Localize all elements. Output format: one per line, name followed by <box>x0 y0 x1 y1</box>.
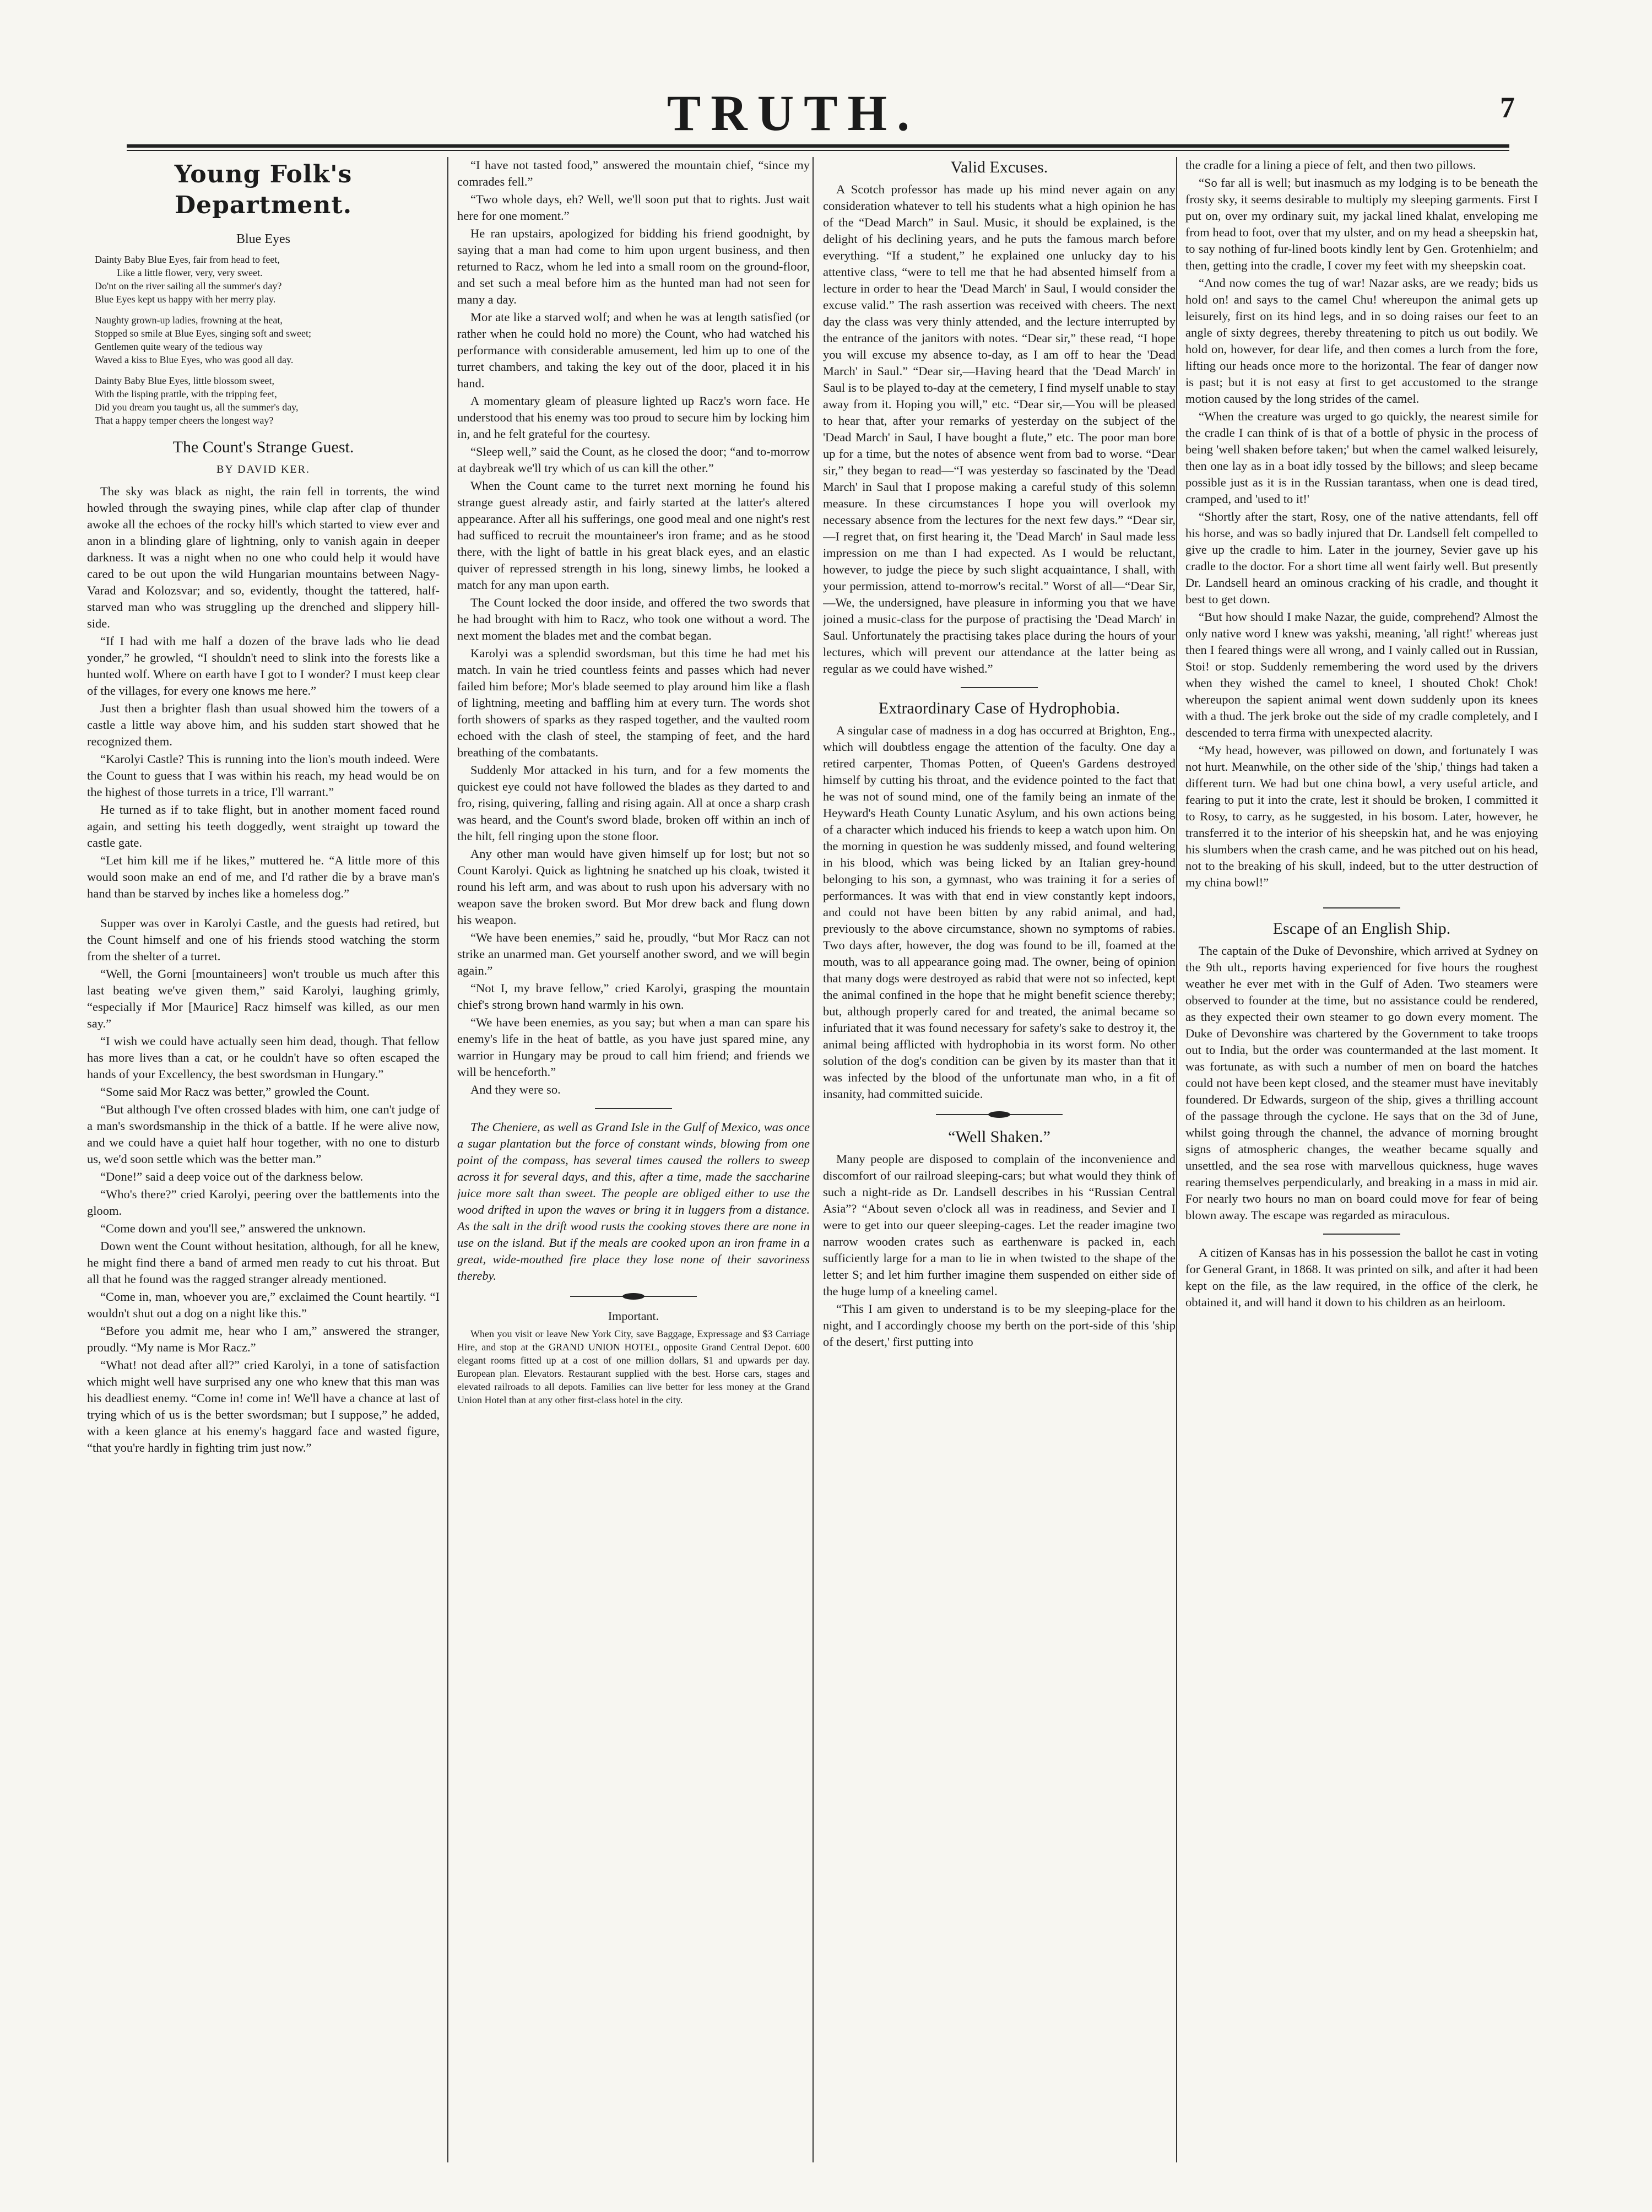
paragraph: “If I had with me half a dozen of the brave lads who lie dead yonder,” he growled, “I shouldn't need to slink into the forests like a hunted wolf. Where on earth have I got to I wonder? I must keep clear of the villages, for every one knows me here.” <box>87 634 440 697</box>
paragraph: Many people are disposed to complain of the inconvenience and discomfort of our railroad sleeping-cars; but what would they think of such a night-ride as Dr. Landsell describes in his “Russian Central Asia”? “About seven o'clock all was in readiness, and Sevier and I were to get into our queer sleeping-cages. Let the reader imagine two narrow wooden crates such as earthenware is packed in, each sufficiently large for a man to lie in when twisted to the shape of the letter S; and let him further imagine them suspended on either side of the huge lump of a kneeling camel. <box>823 1152 1176 1298</box>
poem-line: Gentlemen quite weary of the tedious way <box>95 341 263 352</box>
section-divider <box>1323 1234 1400 1235</box>
byline: BY DAVID KER. <box>216 463 310 475</box>
story-title: The Count's Strange Guest. <box>172 438 354 456</box>
poem-stanza <box>95 253 440 306</box>
notice <box>457 1308 810 1407</box>
article-title: Escape of an English Ship. <box>1272 920 1451 938</box>
notice-title: Important. <box>608 1309 659 1323</box>
masthead-rule <box>127 144 1509 151</box>
poem-line: Dainty Baby Blue Eyes, fair from head to feet, <box>95 254 280 265</box>
poem-line: Like a little flower, very, very sweet. <box>117 267 263 278</box>
paragraph: And they were so. <box>470 1083 561 1096</box>
paragraph: A Scotch professor has made up his mind never again on any consideration whatever to tell his students what a high opinion he has of the “Dead March” in Saul. Music, it should be explained, is the delight of his declining years, and he puts the famous march before everything. “If a student,” he explained one unlucky day to his attentive class, “were to tell me that he had absented himself from a lecture in order to hear the 'Dead March' in Saul, I would consider the excuse valid.” The rash assertion was received with cheers. The next day the class was very thinly attended, and the lecture interrupted by the entrance of the janitors with notes. “Dear sir,” these read, “I hope you will excuse my absence to-day, as I am off to hear the 'Dead March' in Saul.” “Dear sir,—Having heard that the 'Dead March' in Saul is to be played to-day at the cemetery, I find myself unable to stay away from it. Hoping you will,” etc. “Dear sir,—You will be pleased to hear that, after your remarks of yesterday on the subject of the 'Dead March' in Saul, I have bought a flute,” etc. The poor man bore up for a time, but the notes of absence went from bad to worse. “Dear sir,” they began to read—“I was yesterday so fascinated by the 'Dead March' in Saul that I propose making a careful study of this solemn measure. In these circumstances I hope you will overlook my necessary absence from the lectures for the next few days.” “Dear sir,—I regret that, on first hearing it, the 'Dead March' in Saul made less impression on me than I had expected. As I would be reluctant, however, to judge the piece by such slight acquaintance, I shall, with your permission, attend to-morrow's recital.” Worst of all—“Dear Sir,—We, the undersigned, have pleasure in informing you that we have joined a music-class for the purpose of practising the 'Dead March' in Saul. Unfortunately the practising takes place during the hours of your lectures, which will prevent our attendance at the latter being as regular as we could have wished.” <box>823 182 1176 675</box>
paragraph: “I wish we could have actually seen him dead, though. That fellow has more lives than a cat, or he couldn't have so often escaped the hands of your Excellency, the best swordsman in Hungary.” <box>87 1034 440 1081</box>
masthead <box>72 83 1515 143</box>
paragraph: “Karolyi Castle? This is running into the lion's mouth indeed. Were the Count to guess that I was within his reach, my head would be on the highest of those turrets in a trice, I'll warrant.” <box>87 752 440 799</box>
paragraph: Just then a brighter flash than usual showed him the towers of a castle a little way above him, and his sudden start showed that he recognized them. <box>87 701 440 748</box>
paragraph: the cradle for a lining a piece of felt, and then two pillows. <box>1185 158 1476 172</box>
paragraph: When the Count came to the turret next morning he found his strange guest already astir, and fairly started at the latter's altered appearance. After all his sufferings, one good meal and one night's rest had sufficed to recruit the mountaineer's iron frame; and as he stood there, with the light of battle in his great black eyes, and an elastic quiver of repressed strength in his long, sinewy limbs, he looked a match for any man upon earth. <box>457 479 810 592</box>
poem-line: With the lisping prattle, with the tripping feet, <box>95 388 277 399</box>
paragraph: “Who's there?” cried Karolyi, peering over the battlements into the gloom. <box>87 1187 440 1218</box>
paragraph: A singular case of madness in a dog has occurred at Brighton, Eng., which will doubtless engage the attention of the faculty. One day a retired carpenter, Thomas Potten, of Queen's Gardens destroyed himself by cutting his throat, and the evidence pointed to the fact that he was not of sound mind, one of the family being an inmate of the Heyward's Heath County Lunatic Asylum, and his own actions being of a character which induced his friends to keep a watch upon him. On the morning in question he was suddenly missed, and found weltering in his blood, which was being licked by an Italian grey-hound belonging to his son, a gymnast, who was training it for a series of performances. It was with that end in view constantly kept indoors, and could not have been bitten by any rabid animal, and had, previously to the above circumstance, shown no symptoms of rabies. Two days after, however, the dog was found to be ill, foamed at the mouth, was to all appearance going mad. The owner, being of opinion that many dogs were destroyed as rabid that were not so infected, kept the animal confined in the hope that he might benefit science thereby; but, although properly cared for and treated, the animal became so infuriated that it was found necessary for safety's sake to destroy it, the animal being afflicted with hydrophobia in its worst form. No other solution of the dog's condition can be given by its master than that it was infected by the blood of the unfortunate man who, in a fit of insanity, had committed suicide. <box>823 723 1176 1101</box>
section-divider <box>595 1108 672 1109</box>
paragraph: The Cheniere, as well as Grand Isle in the Gulf of Mexico, was once a sugar plantation but the force of constant winds, blowing from one point of the compass, has several times caused the rollers to sweep across it for several days, and this, after a time, made the saccharine juice more salt than sweet. The people are obliged either to use the wood drifted in upon the waves or bring it in luggers from a distance. As the salt in the drift wood rusts the cooking stoves there are none in use on the island. But if the meals are cooked upon an iron frame in a great, wide-mouthed fire place they lose none of their savoriness thereby. <box>457 1120 810 1283</box>
paragraph: “My head, however, was pillowed on down, and fortunately I was not hurt. Meanwhile, on the other side of the 'ship,' things had taken a different turn. We had but one china bowl, a very useful article, and fearing to put it into the crate, lest it should be broken, I committed it to Rosy, to carry, as he suggested, in his bosom. Later, however, he transferred it to the interior of his sheepskin hat, and he was enjoying his slumbers when the crash came, and he was pitched out on his head, not to the breaking of his skull, indeed, but to the utter destruction of my china bowl!” <box>1185 743 1538 889</box>
paragraph: “But although I've often crossed blades with him, one can't judge of a man's swordsmanship in the thick of a battle. If he were alive now, and we could have a quiet half hour together, with no one to disturb us, we'd soon settle which was the better man.” <box>87 1102 440 1166</box>
paragraph: “Come in, man, whoever you are,” exclaimed the Count heartily. “I wouldn't shut out a dog on a night like this.” <box>87 1290 440 1320</box>
section-divider <box>961 687 1038 688</box>
paragraph: “I have not tasted food,” answered the mountain chief, “since my comrades fell.” <box>457 158 810 188</box>
poem <box>95 253 440 427</box>
paragraph: The captain of the Duke of Devonshire, which arrived at Sydney on the 9th ult., reports having experienced for five hours the roughest weather he ever met with in the Gulf of Aden. Two steamers were observed to founder at the time, but no assistance could be rendered, as they expected their own steamer to go down every moment. The Duke of Devonshire was chartered by the Government to take troops out to India, but the order was countermanded at the last moment. It was fortunate, as with such a number of men on board the hatches could not have been kept closed, and the steamer must have inevitably foundered. Dr Edwards, surgeon of the ship, gives a thrilling account of the passage through the cyclone. He says that on the 3d of June, whilst going through the channel, the advance of morning brought signs of atmospheric changes, the weather became squally and unsettled, and the sea rose with marvellous quickness, huge waves rearing themselves perpendicularly, and breaking in a mass in mid air. For nearly two hours no man on board could move for fear of being blown away. The escape was regarded as miraculous. <box>1185 944 1538 1222</box>
paragraph: “This I am given to understand is to be my sleeping-place for the night, and I accordingly choose my berth on the port-side of this 'ship of the desert,' first putting into <box>823 1302 1176 1349</box>
paragraph: Karolyi was a splendid swordsman, but this time he had met his match. In vain he tried countless feints and passes which had never failed him before; Mor's blade seemed to play around him like a flash of lightning, meeting and baffling him at every turn. The words shot forth showers of sparks as they rasped together, and the vaulted room echoed with the clash of steel, the stamping of feet, and the hard breathing of the combatants. <box>457 646 810 759</box>
article-title: Extraordinary Case of Hydrophobia. <box>878 699 1120 717</box>
article-title: Valid Excuses. <box>950 158 1048 176</box>
poem-line: Do'nt on the river sailing all the summer's day? <box>95 280 282 291</box>
poem-line: Waved a kiss to Blue Eyes, who was good all day. <box>95 354 294 365</box>
column-1 <box>87 157 440 2162</box>
paragraph: Supper was over in Karolyi Castle, and the guests had retired, but the Count himself and one of his friends stood watching the storm from the shelter of a turret. <box>87 916 440 963</box>
paragraph: He turned as if to take flight, but in another moment faced round again, and setting his teeth doggedly, went straight up toward the castle gate. <box>87 803 440 850</box>
paragraph: “Some said Mor Racz was better,” growled the Count. <box>100 1085 370 1099</box>
page-number: 7 <box>1500 91 1515 124</box>
poem-line: Did you dream you taught us, all the summer's day, <box>95 402 299 413</box>
paragraph: He ran upstairs, apologized for bidding his friend goodnight, by saying that a man had come to him upon urgent business, and then returned to Racz, whom he led into a small room on the ground-floor, and set such a meal before him as the hunted man had not seen for many a day. <box>457 226 810 306</box>
paragraph: “Two whole days, eh? Well, we'll soon put that to rights. Just wait here for one moment.” <box>457 192 810 223</box>
poem-line: Stopped so smile at Blue Eyes, singing soft and sweet; <box>95 328 311 339</box>
poem-line: Naughty grown-up ladies, frowning at the heat, <box>95 315 283 326</box>
paragraph: “Sleep well,” said the Count, as he closed the door; “and to-morrow at daybreak we'll try which of us can kill the other.” <box>457 445 810 475</box>
poem-stanza <box>95 374 440 427</box>
paragraph: Suddenly Mor attacked in his turn, and for a few moments the quickest eye could not have followed the blades as they darted to and fro, rising, quivering, falling and rising again. All at once a sharp crash was heard, and the Count's sword blade, broken off within an inch of the hilt, fell ringing upon the stone floor. <box>457 763 810 843</box>
paragraph: Any other man would have given himself up for lost; but not so Count Karolyi. Quick as lightning he snatched up his cloak, twisted it round his left arm, and was about to rush upon his adversary with no weapon save the broken sword. But Mor drew back and flung down his weapon. <box>457 847 810 927</box>
poem-stanza <box>95 313 440 366</box>
newspaper-title: TRUTH. <box>667 85 920 141</box>
paragraph: “Come down and you'll see,” answered the unknown. <box>100 1221 366 1235</box>
paragraph: The sky was black as night, the rain fell in torrents, the wind howled through the swaying pines, while clap after clap of thunder awoke all the echoes of the rocky hill's which started to view ever and anon in a blinding glare of lightning, only to vanish again in deeper darkness. It was a night when no one who could help it would have cared to be out upon the wild Hungarian mountains between Nagy-Varad and Kolozsvar; and so, evidently, thought the tattered, half-starved man who was struggling up the drenched and slippery hill-side. <box>87 484 440 630</box>
paragraph: “When the creature was urged to go quickly, the nearest simile for the cradle I can think of is that of a bottle of physic in the process of being 'well shaken before taken;' but when the camel walked leisurely, then one lay as in a boat idly tossed by the billows; and sleep became possible just as it is in the Russian tarantass, when one is dead tired, cramped, and 'used to it!' <box>1185 409 1538 506</box>
paragraph: “Before you admit me, hear who I am,” answered the stranger, proudly. “My name is Mor Racz.” <box>87 1324 440 1354</box>
article-title: “Well Shaken.” <box>948 1128 1050 1146</box>
poem-line: Blue Eyes kept us happy with her merry play. <box>95 294 276 305</box>
paragraph: A citizen of Kansas has in his possession the ballot he cast in voting for General Grant, in 1868. It was printed on silk, and after it had been kept on the file, as the law required, in the office of the clerk, he obtained it, and will hand it down to his children as an heirloom. <box>1185 1246 1538 1309</box>
paragraph: “We have been enemies,” said he, proudly, “but Mor Racz can not strike an unarmed man. Get yourself another sword, and we will begin again.” <box>457 931 810 977</box>
ornamental-divider <box>570 1293 697 1300</box>
paragraph: “What! not dead after all?” cried Karolyi, in a tone of satisfaction which might well have surprised any one who knew that this man was his deadliest enemy. “Come in! come in! We'll have a chance at last of trying which of us is the better swordsman; but I suppose,” he added, with a keen glance at his enemy's haggard face and wasted figure, “that you're hardly in fighting trim just now.” <box>87 1358 440 1454</box>
paragraph: “Well, the Gorni [mountaineers] won't trouble us much after this last beating we've given them,” said Karolyi, laughing grimly, “especially if Mor [Maurice] Racz himself was killed, as our men say.” <box>87 967 440 1030</box>
column-4 <box>1185 157 1538 2162</box>
column-divider <box>447 157 448 2162</box>
paragraph: “We have been enemies, as you say; but when a man can spare his enemy's life in the heat of battle, as you have just spared mine, any warrior in Hungary may be proud to call him friend; and friends we will be henceforth.” <box>457 1015 810 1079</box>
paragraph: “Not I, my brave fellow,” cried Karolyi, grasping the mountain chief's strong brown hand warmly in his own. <box>457 981 810 1012</box>
column-2 <box>457 157 810 2162</box>
poem-line: That a happy temper cheers the longest way? <box>95 415 274 426</box>
paragraph: “Let him kill me if he likes,” muttered he. “A little more of this would soon make an end of me, and I'd rather die by a brave man's hand than be starved by inches like a homeless dog.” <box>87 853 440 900</box>
ornamental-divider <box>936 1111 1063 1118</box>
section-title: Young Folk's Department. <box>174 160 353 219</box>
section-divider <box>1323 907 1400 908</box>
poem-line: Dainty Baby Blue Eyes, little blossom sweet, <box>95 375 274 386</box>
paragraph: The Count locked the door inside, and offered the two swords that he had brought with him to Racz, who took one without a word. The next moment the blades met and the combat began. <box>457 596 810 642</box>
paragraph: “Done!” said a deep voice out of the darkness below. <box>100 1170 364 1183</box>
column-divider <box>813 157 814 2162</box>
paragraph: “And now comes the tug of war! Nazar asks, are we ready; bids us hold on! and says to the camel Chu! whereupon the animal gets up leisurely, first on its hind legs, and in so doing raises our feet to an angle of sixty degrees, thereby threatening to pitch us out bodily. We hold on, however, for dear life, and then comes a lurch from the fore, lifting our heads once more to the horizontal. The fear of danger now is past; but it is not easy at first to get accustomed to the strange motion caused by the long strides of the camel. <box>1185 276 1538 405</box>
notice-text: When you visit or leave New York City, save Baggage, Expressage and $3 Carriage Hire, and stop at the GRAND UNION HOTEL, opposite Grand Central Depot. 600 elegant rooms fitted up at a cost of one million dollars, $1 and upwards per day. European plan. Elevators. Restaurant supplied with the best. Horse cars, stages and elevated railroads to all depots. Families can live better for less money at the Grand Union Hotel than at any other first-class hotel in the city. <box>457 1328 810 1405</box>
paragraph: “Shortly after the start, Rosy, one of the native attendants, fell off his horse, and was so badly injured that Dr. Landsell felt compelled to give up the cradle to him. Later in the journey, Sevier gave up his cradle to the doctor. For a short time all went fairly well. But presently Dr. Landsell heard an ominous cracking of his cradle, and thought it best to get down. <box>1185 510 1538 606</box>
column-divider <box>1176 157 1177 2162</box>
poem-title: Blue Eyes <box>236 232 290 246</box>
paragraph: A momentary gleam of pleasure lighted up Racz's worn face. He understood that his enemy was too proud to secure him by locking him in, and he felt grateful for the courtesy. <box>457 394 810 441</box>
paragraph: “But how should I make Nazar, the guide, comprehend? Almost the only native word I knew was yakshi, meaning, 'all right!' whereas just then I feared things were all wrong, and I vainly called out in Russian, Stoi! or stop. Suddenly remembering the word used by the drivers when they wished the camel to kneel, I shouted Chok! Chok! whereupon the sapient animal went down suddenly upon its knees with a thud. The jerk broke out the side of my cradle completely, and I descended to terra firma with unexpected alacrity. <box>1185 610 1538 739</box>
paragraph: Down went the Count without hesitation, although, for all he knew, he might find there a band of armed men ready to cut his throat. But all that he found was the ragged stranger already mentioned. <box>87 1239 440 1286</box>
paragraph: “So far all is well; but inasmuch as my lodging is to be beneath the frosty sky, it seems desirable to multiply my sleeping garments. First I put on, over my ordinary suit, my jackal lined khalat, enveloping me from head to foot, over that my ulster, and on my head a sheepskin hat, to say nothing of fur-lined boots kindly lent by Gen. Grotenhielm; and then, getting into the cradle, I cover my feet with my sheepskin coat. <box>1185 176 1538 272</box>
column-3 <box>823 157 1176 2162</box>
paragraph: Mor ate like a starved wolf; and when he was at length satisfied (or rather when he could hold no more) the Count, who had watched his performance with considerable amusement, led him up to one of the turret chambers, and taking the key out of the door, placed it in his hand. <box>457 310 810 390</box>
